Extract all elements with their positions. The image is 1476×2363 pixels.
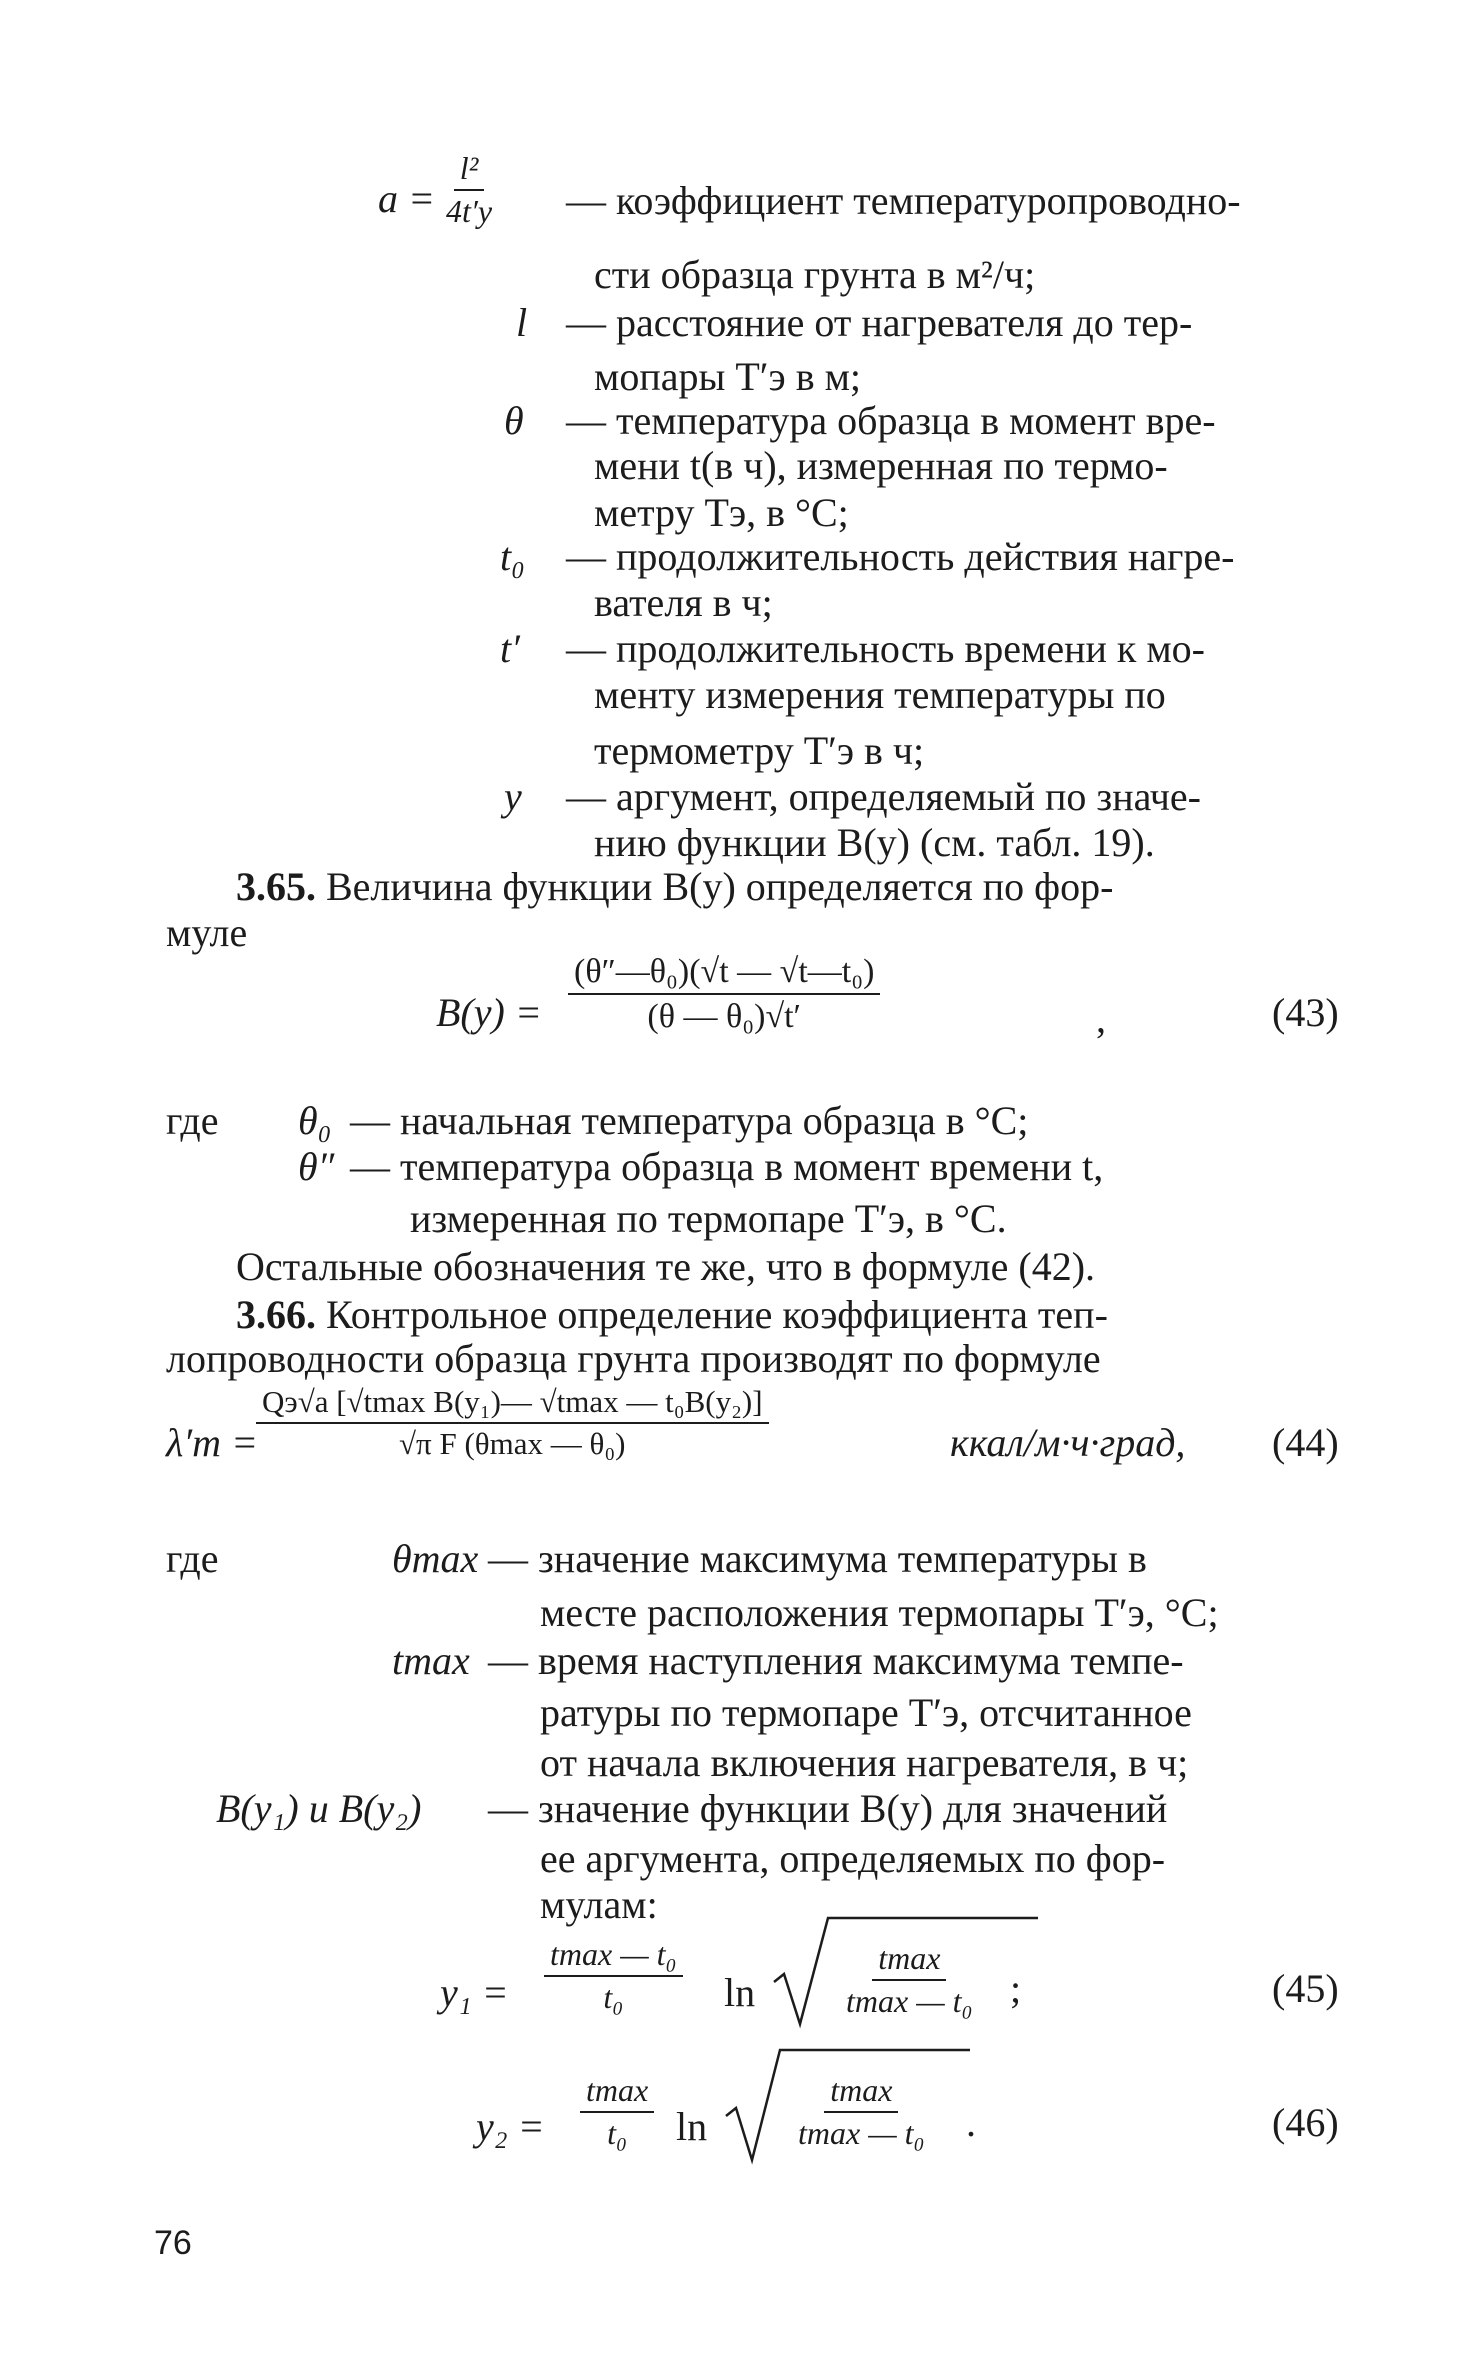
where2-by-text2: ее аргумента, определяемых по фор- <box>540 1836 1166 1881</box>
where2-tmax-text2: ратуры по термопаре T′э, отсчитанное <box>540 1690 1192 1735</box>
where2-by-symbol: B(y₁) и B(y₂) <box>216 1786 422 1831</box>
where2-by-text3: мулам: <box>540 1882 658 1927</box>
def-y-line2: нию функции B(y) (см. табл. 19). <box>594 820 1155 865</box>
where2-tmax-text3: от начала включения нагревателя, в ч; <box>540 1740 1189 1785</box>
def-y-line1: — аргумент, определяемый по значе- <box>566 774 1201 819</box>
eq46-frac2 <box>792 2072 931 2152</box>
def-a-fraction <box>440 150 498 230</box>
eq44-fraction <box>256 1384 769 1461</box>
where2-thetamax-text2: месте расположения термопары T′э, °C; <box>540 1590 1219 1635</box>
eq46-tail: . <box>966 2100 976 2145</box>
def-tprime-symbol: t′ <box>500 626 520 671</box>
where2-label: где <box>166 1536 219 1581</box>
para-365-line1 <box>236 864 1113 910</box>
para-365-line2: муле <box>166 910 248 955</box>
para-366-line2: лопроводности образца грунта производят по формуле <box>166 1336 1101 1381</box>
para-366-line1 <box>236 1292 1108 1338</box>
eq46-ln: ln <box>676 2104 708 2149</box>
where1-theta2-text: — температура образца в момент времени t, <box>350 1144 1104 1189</box>
def-l-line2: мопары T′э в м; <box>594 354 862 399</box>
para-365-number: 3.65. <box>236 864 316 909</box>
where2-by-text: — значение функции B(y) для значений <box>488 1786 1168 1831</box>
def-tprime-line3: термометру T′э в ч; <box>594 728 925 773</box>
def-theta-line3: метру Tэ, в °C; <box>594 490 849 535</box>
eq44-unit: ккал/м·ч·град, <box>950 1420 1186 1465</box>
def-y-symbol: y <box>504 774 522 819</box>
def-l-line1: — расстояние от нагревателя до тер- <box>566 300 1193 345</box>
para-366-number: 3.66. <box>236 1292 316 1337</box>
def-a-line1: — коэффициент температуропроводно- <box>566 178 1241 223</box>
eq45-frac1 <box>544 1936 683 2016</box>
eq46-frac2-den: tmax — t₀ <box>798 2114 925 2151</box>
page-number: 76 <box>154 2224 192 2262</box>
def-l-symbol: l <box>516 300 528 345</box>
def-t0-symbol: t₀ <box>500 534 526 579</box>
eq45-lhs: y₁ = <box>440 1970 509 2015</box>
eq46-frac1-den: t₀ <box>607 2114 628 2151</box>
where1-theta0-symbol: θ₀ <box>298 1098 332 1143</box>
eq44-lhs: λ′т = <box>166 1420 258 1465</box>
def-a-symbol: a = <box>378 176 435 221</box>
def-a-frac-den: 4t′y <box>446 192 493 229</box>
eq44-denominator: √π F (θmax — θ₀) <box>399 1425 626 1461</box>
eq46-frac2-num: tmax <box>824 2072 898 2113</box>
eq43-lhs: B(y) = <box>436 990 542 1035</box>
eq45-tail: ; <box>1010 1966 1022 2011</box>
where1-theta2-text2: измеренная по термопаре T′э, в °C. <box>410 1196 1007 1241</box>
eq43-fraction <box>568 952 880 1036</box>
eq43-numerator: (θ″—θ₀)(√t — √t—t₀) <box>568 952 880 995</box>
rest-notations: Остальные обозначения те же, что в формуле (42). <box>236 1244 1096 1289</box>
eq43-denominator: (θ — θ₀)√t′ <box>647 998 801 1036</box>
para-365-text1: Величина функции B(y) определяется по фор- <box>326 864 1114 909</box>
def-a-line2: сти образца грунта в м²/ч; <box>594 252 1036 297</box>
def-theta-line2: мени t(в ч), измеренная по термо- <box>594 443 1168 488</box>
where2-thetamax-symbol: θmax <box>392 1536 479 1581</box>
where2-tmax-symbol: tmax <box>392 1638 470 1683</box>
where1-theta0-text: — начальная температура образца в °C; <box>350 1098 1029 1143</box>
eq43-comma: , <box>1096 996 1106 1041</box>
where1-label: где <box>166 1098 219 1143</box>
def-theta-symbol: θ <box>504 398 524 443</box>
eq43-number: (43) <box>1272 990 1339 1035</box>
eq46-frac1-num: tmax <box>580 2072 654 2113</box>
where1-theta2-symbol: θ″ <box>298 1144 335 1189</box>
where2-thetamax-text: — значение максимума температуры в <box>488 1536 1147 1581</box>
eq45-frac1-num: tmax — t₀ <box>544 1936 683 1977</box>
def-a-frac-num: l² <box>454 150 484 191</box>
def-tprime-line2: менту измерения температуры по <box>594 672 1166 717</box>
eq45-frac2 <box>840 1940 979 2020</box>
def-t0-line1: — продолжительность действия нагре- <box>566 534 1235 579</box>
eq45-frac2-den: tmax — t₀ <box>846 1982 973 2019</box>
para-366-text1: Контрольное определение коэффициента теп- <box>326 1292 1108 1337</box>
eq45-ln: ln <box>724 1970 756 2015</box>
eq46-number: (46) <box>1272 2100 1339 2145</box>
def-t0-line2: вателя в ч; <box>594 580 773 625</box>
eq45-frac1-den: t₀ <box>603 1978 624 2015</box>
eq45-frac2-num: tmax <box>872 1940 946 1981</box>
def-tprime-line1: — продолжительность времени к мо- <box>566 626 1205 671</box>
eq46-lhs: y₂ = <box>476 2104 545 2149</box>
where2-tmax-text: — время наступления максимума темпе- <box>488 1638 1184 1683</box>
eq46-frac1 <box>580 2072 654 2152</box>
def-theta-line1: — температура образца в момент вре- <box>566 398 1216 443</box>
eq44-numerator: Qэ√a [√tmax B(y₁)— √tmax — t₀B(y₂)] <box>256 1384 769 1424</box>
eq44-number: (44) <box>1272 1420 1339 1465</box>
eq45-number: (45) <box>1272 1966 1339 2011</box>
